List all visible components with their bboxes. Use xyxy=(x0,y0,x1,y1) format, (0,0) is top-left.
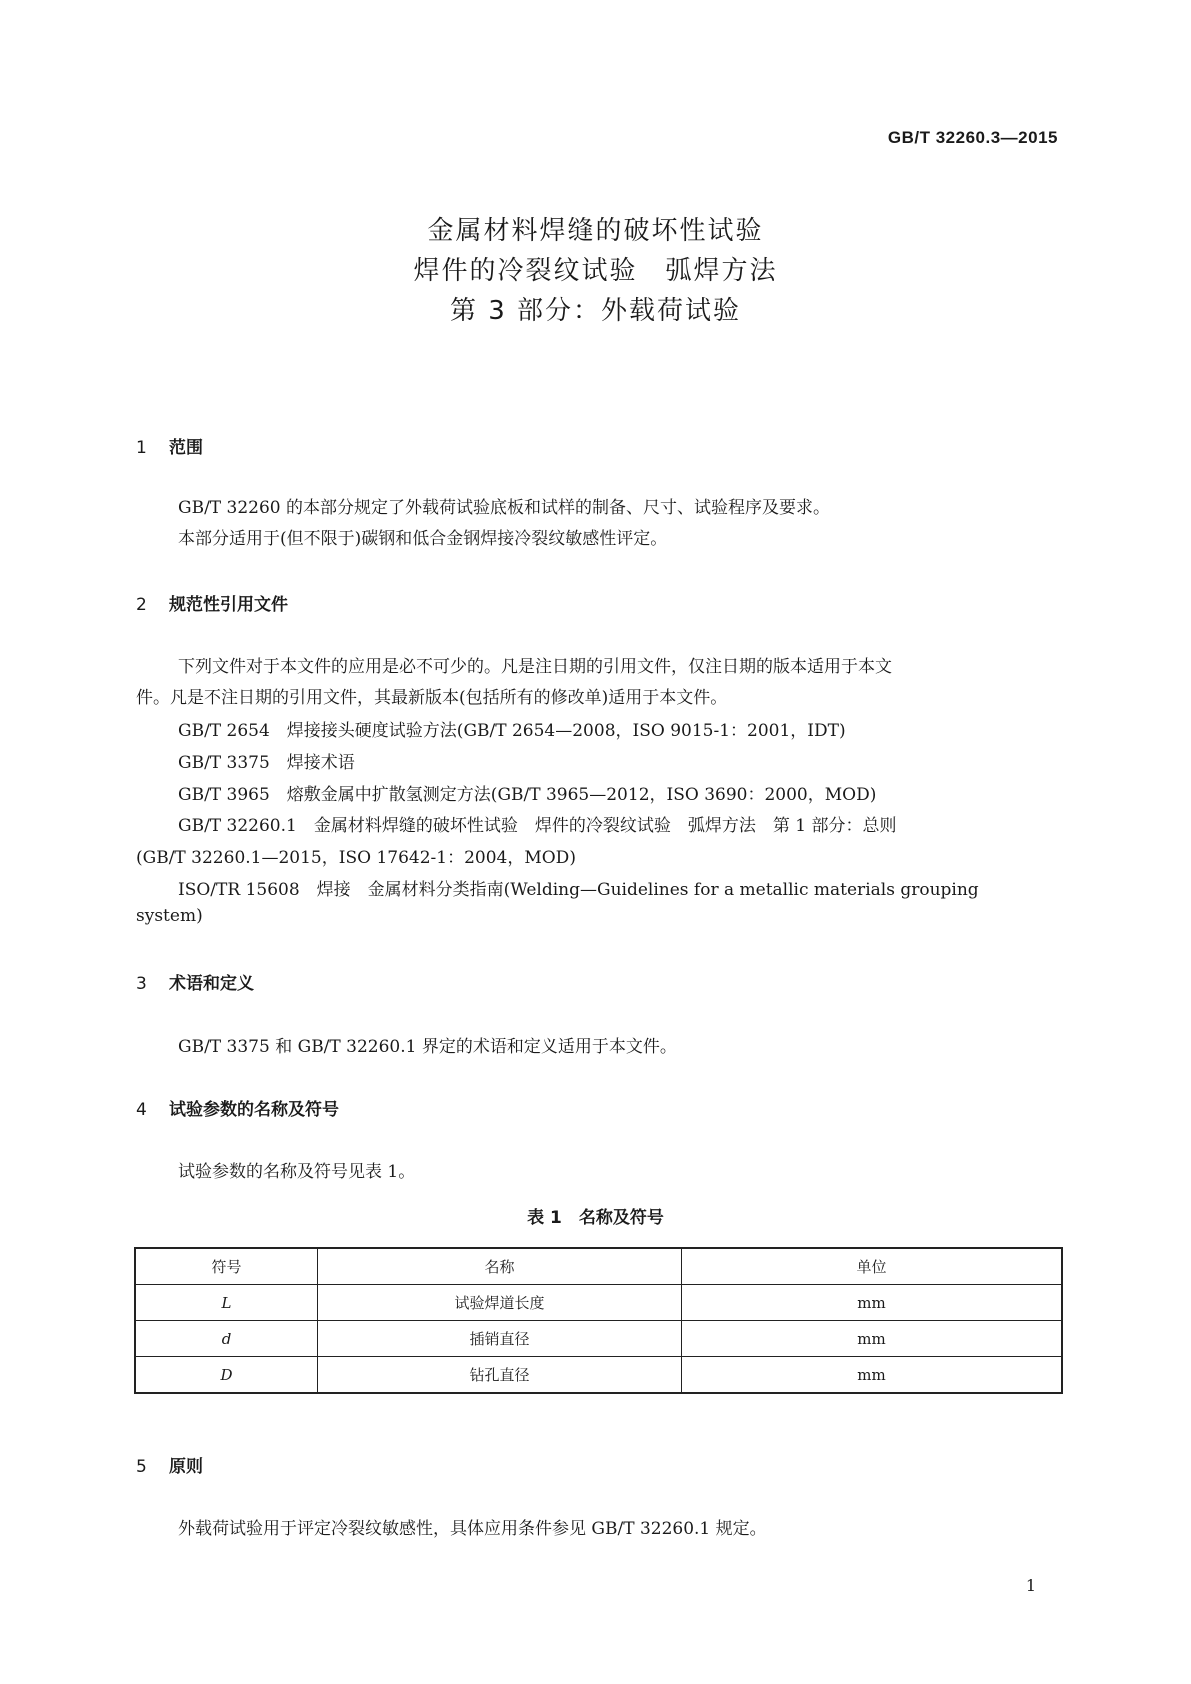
table-cell: D xyxy=(135,1357,318,1394)
paragraph: 本部分适用于(但不限于)碳钢和低合金钢焊接冷裂纹敏感性评定。 xyxy=(178,529,668,549)
reference-item: GB/T 3965 熔敷金属中扩散氢测定方法(GB/T 3965—2012，ISO 3690：2000，MOD) xyxy=(178,785,877,805)
table-caption: 表 1 名称及符号 xyxy=(527,1208,664,1228)
reference-item: (GB/T 32260.1—2015，ISO 17642-1：2004，MOD) xyxy=(136,848,576,868)
reference-item: system) xyxy=(136,906,203,926)
document-title-line-2: 焊件的冷裂纹试验 弧焊方法 xyxy=(413,256,778,286)
document-title-line-1: 金属材料焊缝的破坏性试验 xyxy=(427,216,764,246)
page-number: 1 xyxy=(1025,1576,1036,1595)
standard-number: GB/T 32260.3—2015 xyxy=(887,128,1058,147)
section-heading-normative-references: 2 规范性引用文件 xyxy=(136,595,288,615)
reference-item: GB/T 32260.1 金属材料焊缝的破坏性试验 焊件的冷裂纹试验 弧焊方法 第 1 部分：总则 xyxy=(178,816,897,836)
section-heading-principle: 5 原则 xyxy=(136,1457,203,1477)
reference-item: ISO/TR 15608 焊接 金属材料分类指南(Welding—Guidelines for a metallic materials grouping xyxy=(178,880,979,900)
table-cell: L xyxy=(135,1285,318,1321)
section-heading-terms: 3 术语和定义 xyxy=(136,974,254,994)
column-header: 名称 xyxy=(318,1248,682,1285)
table-cell: mm xyxy=(682,1285,1063,1321)
document-title-line-3: 第 3 部分：外载荷试验 xyxy=(449,296,742,326)
reference-item: GB/T 2654 焊接接头硬度试验方法(GB/T 2654—2008，ISO 9015-1：2001，IDT) xyxy=(178,721,846,741)
paragraph: 试验参数的名称及符号见表 1。 xyxy=(178,1162,416,1182)
table-row xyxy=(135,1285,1062,1321)
table-cell: 试验焊道长度 xyxy=(318,1285,682,1321)
reference-item: GB/T 3375 焊接术语 xyxy=(178,753,355,773)
column-header: 符号 xyxy=(135,1248,318,1285)
column-header: 单位 xyxy=(682,1248,1063,1285)
table-cell: 钻孔直径 xyxy=(318,1357,682,1394)
paragraph: GB/T 3375 和 GB/T 32260.1 界定的术语和定义适用于本文件。 xyxy=(178,1037,677,1057)
symbols-table xyxy=(134,1247,1063,1394)
paragraph: 外载荷试验用于评定冷裂纹敏感性，具体应用条件参见 GB/T 32260.1 规定。 xyxy=(178,1519,767,1539)
table-row xyxy=(135,1321,1062,1357)
table-cell: 插销直径 xyxy=(318,1321,682,1357)
table-cell: mm xyxy=(682,1357,1063,1394)
paragraph: 下列文件对于本文件的应用是必不可少的。凡是注日期的引用文件，仅注日期的版本适用于本文 xyxy=(178,657,892,677)
paragraph: 件。凡是不注日期的引用文件，其最新版本(包括所有的修改单)适用于本文件。 xyxy=(136,688,728,708)
table-header-row xyxy=(135,1248,1062,1285)
paragraph: GB/T 32260 的本部分规定了外载荷试验底板和试样的制备、尺寸、试验程序及要求。 xyxy=(178,498,831,518)
section-heading-parameters: 4 试验参数的名称及符号 xyxy=(136,1100,339,1120)
table-cell: d xyxy=(135,1321,318,1357)
table-cell: mm xyxy=(682,1321,1063,1357)
section-heading-scope: 1 范围 xyxy=(136,438,203,458)
table-row xyxy=(135,1357,1062,1394)
